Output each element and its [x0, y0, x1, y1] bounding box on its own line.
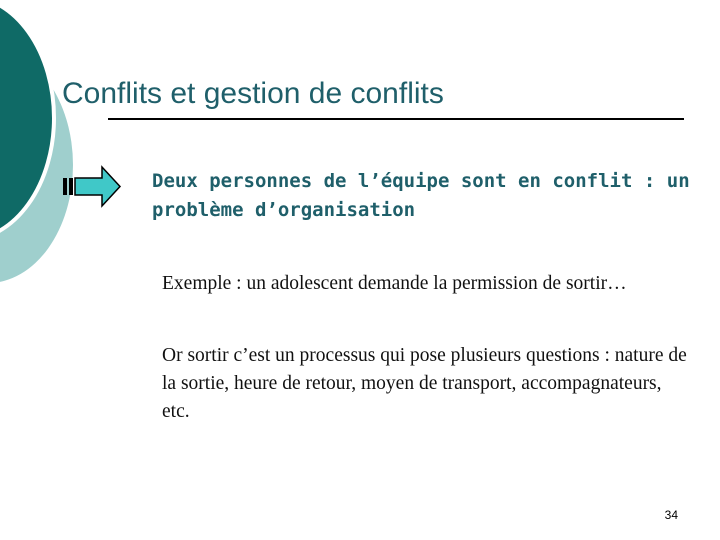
slide-title: Conflits et gestion de conflits [62, 77, 444, 110]
example-paragraph: Exemple : un adolescent demande la permission de sortir… [162, 273, 627, 294]
right-arrow-icon [62, 165, 122, 210]
explanation-paragraph: Or sortir c’est un processus qui pose plusieurs questions : nature de la sortie, heure de retour, moyen de transport, accompagnateurs, etc. [162, 345, 687, 422]
lead-statement: Deux personnes de l’équipe sont en conflit : un problème d’organisation [152, 170, 690, 221]
page-number: 34 [664, 508, 678, 522]
title-underline [108, 118, 684, 120]
corner-decoration [0, 0, 80, 290]
